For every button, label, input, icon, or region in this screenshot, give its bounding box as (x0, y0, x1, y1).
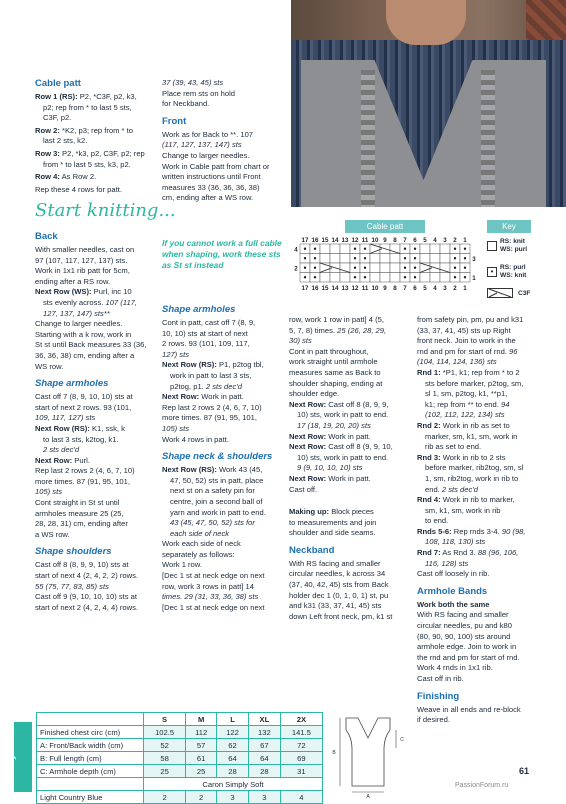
purl-dot (454, 276, 456, 278)
chart-column-number: 1 (463, 285, 467, 292)
yarn-row: Caron Simply Soft (37, 778, 323, 791)
start-knitting-heading: Start knitting... (35, 200, 176, 221)
neckband-continued: from safety pin, pm, pu and k31 (33, 37, 41, 45) sts up Right front neck. Join to work in the rnd and pm for start of rnd. 96 (104, 114, 124, 136) sts Rnd 1: *P1, k1; rep from * to 2 sts before marker, p2tog, sm, sl 1, sm, p2tog, k1, **p1, k1; rep from ** to end. 94 (102, 112, 122, 134) sts Rnd 2: Work in rib as set to marker, sm, k1, sm, work in rib as set to end. Rnd 3: Work in rib to 2 sts before marker, rib2tog, sm, sl 1, sm, rib2tog, work in rib to end. 2 sts dec'd Rnd 4: Work in rib to marker, sm, k1, sm, work in rib to end. Rnds 5-6: Rep rnds 3-4. 90 (98, 108, 118, 130) sts Rnd 7: As Rnd 3. 88 (96, 106, 116, 128) sts Cast off loosely in rib. Armhole Bands Work both the same With RS facing and smaller circular needles, pu and k80 (80, 90, 90, 100) sts around armhole edge. Join to work in the rnd and pm for start of rnd. Work 4 rnds in 1x1 rib. Cast off in rib. Finishing Weave in all ends and re-block if desired. (417, 315, 547, 726)
chart-cell (430, 254, 440, 264)
chart-column-number: 14 (331, 285, 339, 292)
table-row: B: Full length (cm) 58 61 64 64 69 (37, 752, 323, 765)
chart-cell (330, 244, 340, 254)
chart-cell (370, 254, 380, 264)
chart-column-number: 12 (351, 285, 359, 292)
chart-row-number: 4 (294, 246, 298, 254)
purl-dot (404, 267, 406, 269)
purl-dot (314, 276, 316, 278)
front-neck-continued: row, work 1 row in patt] 4 (5, 5, 7, 8) times. 25 (26, 28, 29, 30) sts Cont in patt throughout, work straight until armhole measures same as Back to shoulder shaping, ending at shoulder edge. Next Row: Cast off 8 (8, 9, 9, 10) sts, work in patt to end. 17 (18, 19, 20, 20) sts Next Row: Work in patt. Next Row: Cast off 8 (9, 9, 10, 10) sts, work in patt to end. 9 (9, 10, 10, 10) sts Next Row: Work in patt. Cast off. Making up: Block pieces to measurements and join shoulder and side seams. Neckband With RS facing and smaller circular needles, k across 34 (37, 40, 42, 45) sts from Back holder dec 1 (0, 1, 0, 1) st, pu and k31 (33, 37, 41, 45) sts down Left front neck, pm, k1 st (289, 315, 414, 622)
chart-cell (380, 263, 390, 273)
vest-schematic (328, 708, 408, 798)
purl-dot (364, 276, 366, 278)
back-section: Back With smaller needles, cast on 97 (107, 117, 127, 137) sts. Work in 1x1 rib patt for 5cm, ending after a RS row. Next Row (WS): Purl, inc 10 sts evenly across. 107 (117, 127, 137, 147) sts** Change to larger needles. Starting with a k row, work in St st until Back measures 33 (36, 36, 36, 38) cm, ending after a WS row. Shape armholes Cast off 7 (8, 9, 10, 10) sts at start of next 2 rows. 93 (101, 109, 117, 127) sts Next Row (RS): K1, ssk, k to last 3 sts, k2tog, k1. 2 sts dec'd Next Row: Purl. Rep last 2 rows 2 (4, 6, 7, 10) more times. 87 (91, 95, 101, 105) sts Cont straight in St st until armholes measure 25 (25, 28, 28, 31) cm, ending after a WS row. Shape shoulders Cast off 8 (8, 9, 9, 10) sts at start of next 4 (2, 4, 2, 2) rows. 55 (75, 77, 83, 85) sts Cast off 9 (9, 10, 10, 10) sts at start of next 2 (4, 2, 4, 4) rows. (35, 225, 155, 613)
front-armholes-heading: Shape armholes (162, 304, 236, 315)
purl-dot (464, 276, 466, 278)
table-row: Light Country Blue 2 2 3 3 4 (37, 791, 323, 804)
chart-row-number: 3 (472, 256, 476, 263)
schematic-label-c: C (400, 737, 404, 743)
purl-dot (314, 267, 316, 269)
size-table (36, 712, 323, 804)
photo-cable-left (361, 70, 375, 207)
purl-dot (414, 248, 416, 250)
chart-cell (340, 244, 350, 254)
c3f-symbol-icon (487, 288, 513, 298)
purl-dot (354, 276, 356, 278)
table-row: Finished chest circ (cm) 102.5 112 122 132 141.5 (37, 726, 323, 739)
chart-column-number: 2 (453, 285, 457, 292)
purl-dot (454, 257, 456, 259)
purl-dot (354, 248, 356, 250)
table-row: C: Armhole depth (cm) 25 25 28 28 31 (37, 765, 323, 778)
armhole-bands-heading: Armhole Bands (417, 585, 488, 597)
chart-column-number: 14 (331, 237, 339, 244)
chart-cell (370, 273, 380, 283)
front-heading: Front (162, 115, 187, 127)
watermark: PassionForum.ru (455, 782, 509, 789)
chart-column-number: 8 (393, 285, 397, 292)
table-row: A: Front/Back width (cm) 52 57 62 67 72 (37, 739, 323, 752)
chart-column-number: 1 (463, 237, 467, 244)
purl-dot (364, 267, 366, 269)
front-armholes-section: Shape armholes Cont in patt, cast off 7 (8, 9, 10, 10) sts at start of next 2 rows. 93 (101, 109, 117, 127) sts Next Row (RS): P1, p2tog tbl, work in patt to last 3 sts, p2tog, p1. 2 sts dec'd Next Row: Work in patt. Rep last 2 rows 2 (4, 6, 7, 10) more times. 87 (91, 95, 101, 105) sts Work 4 rows in patt. Shape neck & shoulders Next Row (RS): Work 43 (45, 47, 50, 52) sts in patt, place next st on a safety pin for centre, join a second ball of yarn and work in patt to end. 43 (45, 47, 50, 52) sts for each side of neck Work each side of neck separately as follows: Work 1 row. [Dec 1 st at neck edge on next row, work 3 rows in patt] 14 times. 29 (31, 33, 36, 38) sts [Dec 1 st at neck edge on next (162, 298, 287, 613)
purl-dot (364, 248, 366, 250)
chart-cell (390, 254, 400, 264)
chart-column-numbers-bottom (302, 285, 468, 292)
purl-dot (304, 248, 306, 250)
cable-patt-heading: Cable patt (35, 78, 81, 89)
chart-cell (440, 273, 450, 283)
chart-column-number: 6 (413, 237, 417, 244)
purl-dot (314, 248, 316, 250)
chart-column-number: 4 (433, 285, 437, 292)
chart-cell (430, 244, 440, 254)
chart-column-number: 5 (423, 237, 427, 244)
chart-cell (380, 273, 390, 283)
purl-dot (354, 257, 356, 259)
chart-column-number: 7 (403, 285, 407, 292)
chart-row-number: 2 (294, 265, 298, 273)
chart-column-number: 11 (361, 237, 369, 244)
chart-column-number: 17 (301, 285, 309, 292)
row2: Row 2: *K2, p3; rep from * to last 2 sts, k2. (35, 125, 133, 146)
key-title: Key (487, 220, 531, 233)
purl-dot (354, 267, 356, 269)
chart-cell (440, 254, 450, 264)
purl-dot (414, 267, 416, 269)
chart-cell (390, 273, 400, 283)
purl-dot (414, 276, 416, 278)
chart-column-numbers-top (302, 237, 468, 244)
chart-cell (430, 273, 440, 283)
row1: Row 1 (RS): P2, *C3F, p2, k3, p2; rep from * to last 5 sts, C3F, p2. (35, 92, 137, 123)
chart-cell (420, 244, 430, 254)
front-section: 37 (39, 43, 45) sts Place rem sts on hold for Neckband. Front Work as for Back to **. 107 (117, 127, 137, 147) sts Change to larger needles. Work in Cable patt from chart or written instructions until Front measures 33 (36, 36, 36, 38) cm, ending after a WS row. (162, 78, 287, 204)
photo-neck (386, 0, 466, 45)
purl-dot (464, 248, 466, 250)
neck-shoulders-heading: Shape neck & shoulders (162, 451, 273, 463)
purl-dot (454, 248, 456, 250)
chart-column-number: 8 (393, 237, 397, 244)
chart-cell (390, 263, 400, 273)
back-lines: With smaller needles, cast on 97 (107, 117, 127, 137) sts. Work in 1x1 rib patt for 5cm, ending after a RS row. (35, 245, 135, 286)
tip-callout: If you cannot work a full cable when shaping, work these sts as St st instead (162, 238, 282, 270)
chart-column-number: 10 (371, 237, 379, 244)
finishing-heading: Finishing (417, 690, 460, 702)
chart-column-number: 4 (433, 237, 437, 244)
chart-cell (420, 254, 430, 264)
purl-dot (464, 267, 466, 269)
chart-cell (320, 273, 330, 283)
back-next-row-ws: Next Row (WS): Purl, inc 10 (35, 287, 132, 297)
chart-column-number: 6 (413, 285, 417, 292)
chart-column-number: 9 (383, 237, 387, 244)
row4: Row 4: As Row 2. (35, 172, 97, 182)
find-your-size-tab (14, 722, 32, 792)
chart-row-number: 1 (472, 275, 476, 282)
chart-column-number: 15 (321, 237, 329, 244)
cable-patt-section (35, 78, 155, 197)
purl-dot (364, 257, 366, 259)
back-heading: Back (35, 231, 58, 242)
purl-dot (304, 276, 306, 278)
purl-dot (304, 257, 306, 259)
chart-cell (340, 254, 350, 264)
purl-dot (404, 276, 406, 278)
chart-cell (370, 263, 380, 273)
find-your-size-label: Find your size (6, 720, 16, 782)
purl-dot (404, 257, 406, 259)
chart-column-number: 16 (311, 285, 319, 292)
chart-column-number: 16 (311, 237, 319, 244)
chart-cell (380, 254, 390, 264)
chart-cell (320, 254, 330, 264)
purl-dot (314, 257, 316, 259)
chart-cell (340, 273, 350, 283)
chart-cell (330, 273, 340, 283)
chart-column-number: 13 (341, 237, 349, 244)
rep-text: Rep these 4 rows for patt. (35, 184, 122, 194)
chart-cell (420, 273, 430, 283)
chart-column-number: 15 (321, 285, 329, 292)
chart-column-number: 10 (371, 285, 379, 292)
chart-cell (330, 254, 340, 264)
chart-column-number: 5 (423, 285, 427, 292)
purl-dot (464, 257, 466, 259)
chart-column-number: 3 (443, 237, 447, 244)
chart-cell (320, 244, 330, 254)
chart-column-number: 17 (301, 237, 309, 244)
photo-cable-right (481, 70, 495, 207)
back-shoulders-heading: Shape shoulders (35, 546, 112, 558)
row3: Row 3: P2, *k3, p2, C3F, p2; rep from * to last 5 sts, k3, p2. (35, 148, 145, 169)
chart-grid (300, 244, 470, 282)
neckband-heading: Neckband (289, 544, 335, 556)
purl-symbol-icon: • (487, 267, 497, 277)
chart-column-number: 9 (383, 285, 387, 292)
chart-column-number: 2 (453, 237, 457, 244)
page-number: 61 (519, 766, 530, 776)
back-armholes-heading: Shape armholes (35, 378, 109, 390)
chart-column-number: 13 (341, 285, 349, 292)
size-header-row: S M L XL 2X (37, 713, 323, 726)
chart-column-number: 12 (351, 237, 359, 244)
knit-symbol-icon (487, 241, 497, 251)
chart-key: RS: knit WS: purl • RS: purl WS: knit C3F (487, 238, 562, 302)
chart-column-number: 3 (443, 285, 447, 292)
purl-dot (454, 267, 456, 269)
schematic-label-a: A (366, 794, 370, 798)
chart-column-number: 7 (403, 237, 407, 244)
chart-column-number: 11 (361, 285, 369, 292)
chart-title: Cable patt (345, 220, 425, 233)
schematic-label-b: B (332, 750, 336, 756)
chart-cell (440, 244, 450, 254)
purl-dot (304, 267, 306, 269)
purl-dot (404, 248, 406, 250)
model-photo (291, 0, 566, 207)
purl-dot (414, 257, 416, 259)
